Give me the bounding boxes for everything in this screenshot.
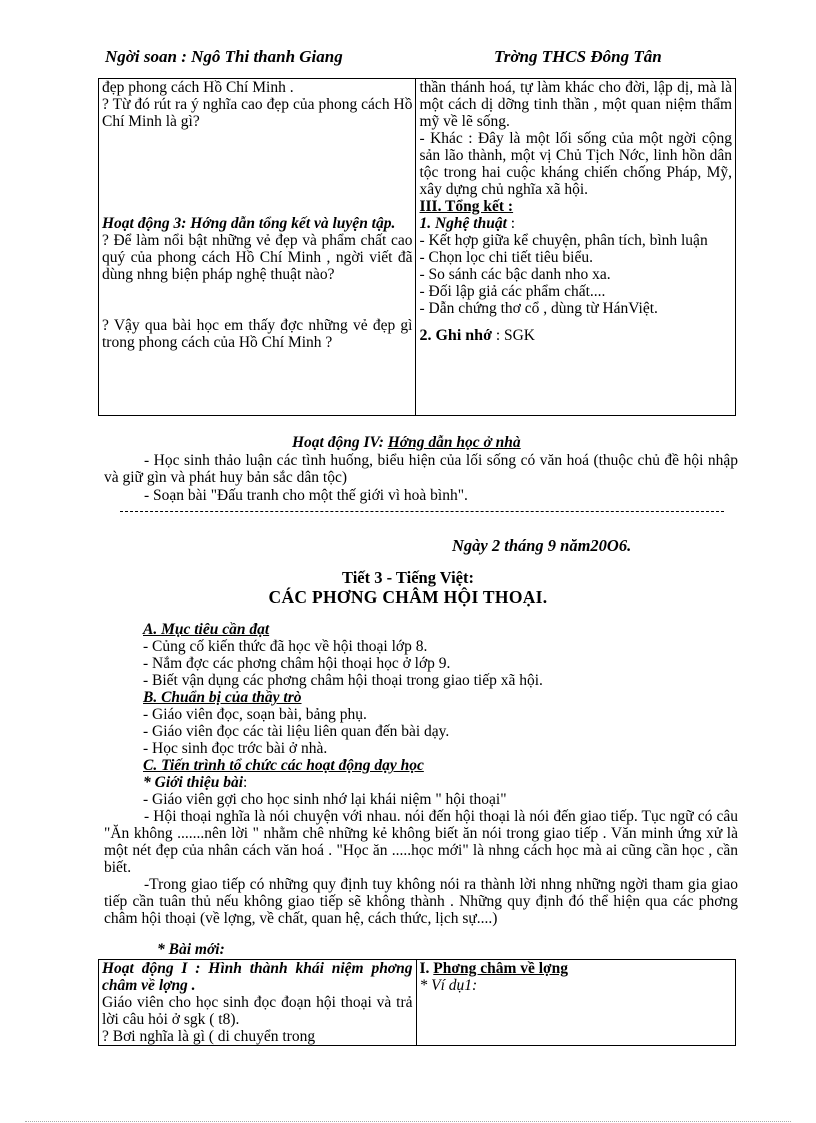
lesson-table-1 [98,78,736,416]
intro-item-3: -Trong giao tiếp có những quy định tuy không nói ra thành lời nhng những ngời tham gia giao tiếp cần tuân thủ nếu không giao tiếp sẽ không thành . Những quy định đó thể hiện qua các phơng châm hội thoại (về lợng, về chất, quan hệ, cách thức, lịch sự....) [104,876,738,927]
section-b-item-2: - Giáo viên đọc các tài liệu liên quan đến bài dạy. [143,723,450,740]
table1-right-p1: thần thánh hoá, tự làm khác cho đời, lập dị, mà là một cách dị dỡng tinh thần , một quan niệm thẩm mỹ về lẽ sống. [419,79,732,130]
table1-left-q-beauty: ? Vậy qua bài học em thấy đợc những vẻ đẹp gì trong phong cách của Hồ Chí Minh ? [102,317,413,351]
section-c [143,757,738,808]
section-a-item-1: - Củng cố kiến thức đã học về hội thoại lớp 8. [143,638,428,655]
table2-left-cell [99,960,417,1046]
section-b-title: B. Chuẩn bị của thầy trò [143,689,302,706]
activity4-item-2 [144,487,734,504]
section1-prefix: I. [419,960,434,977]
section1-title: Phơng châm về lợng [433,960,569,977]
intro-item-2-block [104,808,738,876]
new-lesson-label: * Bài mới: [157,941,225,958]
table1-left-line1: đẹp phong cách Hồ Chí Minh . [102,79,294,96]
section3-title: III. Tổng kết : [419,198,514,215]
table2-left-text-1: Giáo viên cho học sinh đọc đoạn hội thoại và trả lời câu hỏi ở sgk ( t8). [102,994,413,1028]
note-label: 2. Ghi nhớ [419,327,492,344]
section-a [143,621,738,689]
intro-item-1: - Giáo viên gợi cho học sinh nhớ lại khái niệm " hội thoại" [143,791,507,808]
table1-left-cell [99,79,416,416]
activity1-title: Hoạt động I : Hình thành khái niệm phơng châm về lợng . [102,960,413,994]
activity4-prefix: Hoạt động IV: [292,434,388,451]
art-item-1: - Kết hợp giữa kể chuyện, phân tích, bình luận [419,232,708,249]
art-item-4: - Đối lập giả các phẩm chất.... [419,283,606,300]
section-c-title: C. Tiến trình tổ chức các hoạt động dạy học [143,757,424,774]
section-a-item-2: - Nắm đợc các phơng châm hội thoại học ở lớp 9. [143,655,451,672]
note-value: : SGK [491,327,536,344]
intro-item-2: - Hội thoại nghĩa là nói chuyện với nhau. nói đến hội thoại là nói đến giao tiếp. Tục ngữ có câu "Ăn không .......nên lời " nhằm chê những kẻ không biết ăn nói trong giao tiếp . Văn minh ứng xử là một nét đẹp của nhân cách văn hoá . "Học ăn .....học mới" là nhng cách học mà ai cũng cần học , cần biết. [104,808,738,876]
lesson-date: Ngày 2 tháng 9 năm20O6. [452,536,632,555]
header-school: Trờng THCS Đông Tân [494,47,662,66]
art-colon: : [506,215,516,232]
art-item-3: - So sánh các bậc danh nho xa. [419,266,611,283]
lesson-label: Tiết 3 - Tiếng Việt: [342,568,474,587]
lesson-table-2 [98,959,736,1046]
table2-left-text-2: ? Bơi nghĩa là gì ( di chuyển trong [102,1028,316,1045]
art-item-2: - Chọn lọc chi tiết tiêu biểu. [419,249,593,266]
activity4-heading [292,434,521,452]
art-label: 1. Nghệ thuật [419,215,507,232]
example-label: * Ví dụ1: [419,977,478,994]
section-a-title: A. Mục tiêu cần đạt [143,621,270,638]
lesson-title: CÁC PHƠNG CHÂM HỘI THOẠI. [268,587,548,607]
section-b-item-1: - Giáo viên đọc, soạn bài, bảng phụ. [143,706,367,723]
activity4-title: Hớng dẫn học ở nhà [387,434,521,451]
table1-right-cell [416,79,736,416]
section-b-item-3: - Học sinh đọc trớc bài ở nhà. [143,740,328,757]
activity3-title: Hoạt động 3: Hớng dẫn tổng kết và luyện tập. [102,215,396,232]
table1-left-q-art: ? Để làm nổi bật những vẻ đẹp và phẩm chất cao quý của phong cách Hồ Chí Minh , ngời viết đã dùng nhng biện pháp nghệ thuật nào? [102,232,413,283]
activity4-text-1: - Học sinh thảo luận các tình huống, biểu hiện của lối sống có văn hoá (thuộc chủ đề hội nhập và giữ gìn và phát huy bản sắc dân tộc) [104,452,738,486]
art-item-5: - Dẫn chứng thơ cổ , dùng từ HánViệt. [419,300,658,317]
section-b [143,689,738,757]
activity4-text-2: - Soạn bài "Đấu tranh cho một thế giới vì hoà bình". [144,487,468,504]
header-author: Ngời soan : Ngô Thi thanh Giang [105,47,343,66]
intro-colon: : [243,774,248,791]
table1-right-p2: - Khác : Đây là một lối sống của một ngời cộng sản lão thành, một vị Chủ Tịch Nớc, linh hồn dân tộc trong hai cuộc kháng chiến chống Pháp, Mỹ, xây dựng chủ nghĩa xã hội. [419,130,732,198]
intro-item-3-block [104,876,738,927]
separator-line [120,511,724,512]
page-bottom-rule [25,1121,791,1122]
section-a-item-3: - Biết vận dụng các phơng châm hội thoại trong giao tiếp xã hội. [143,672,543,689]
intro-label: * Giới thiệu bài [143,774,244,791]
table2-right-cell [416,960,736,1046]
table1-left-question: ? Từ đó rút ra ý nghĩa cao đẹp của phong cách Hồ Chí Minh là gì? [102,96,413,130]
activity4-item-1 [104,452,738,486]
